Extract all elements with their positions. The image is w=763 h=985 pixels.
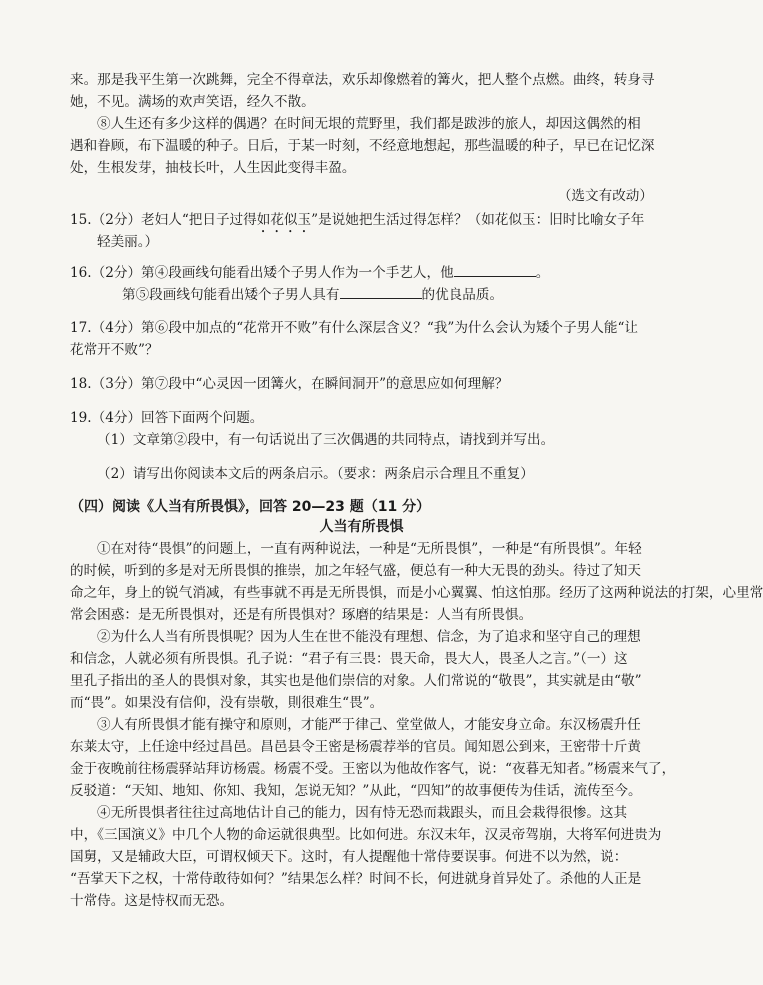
question-17: 17.（4分）第⑥段中加点的“花常开不败”有什么深层含义？“我”为什么会认为矮个子男人能“让	[70, 320, 638, 336]
article-line: 十常侍。这是恃权而无恐。	[70, 893, 234, 909]
q16a-end: 。	[535, 265, 550, 281]
q15-emph: 如花似玉	[256, 212, 312, 228]
article-line: “吾掌天下之权，十常侍敢待如何？”结果怎么样？时间不长，何进就身首异处了。杀他的人正是	[70, 871, 642, 887]
article-line: 常会困惑：是无所畏惧对，还是有所畏惧对？琢磨的结果是：人当有所畏惧。	[70, 607, 533, 623]
article-line: 命之年，身上的锐气消减，有些事就不再是无所畏惧，而是小心翼翼、怕这怕那。经历了这两种说法的打架，心里常	[70, 585, 763, 601]
question-19: 19.（4分）回答下面两个问题。	[70, 410, 264, 426]
text-line: 她，不见。满场的欢声笑语，经久不散。	[70, 94, 315, 110]
question-16b	[122, 284, 653, 305]
q16b-end: 的优良品质。	[421, 287, 504, 303]
text-line: 来。那是我平生第一次跳舞，完全不得章法，欢乐却像燃着的篝火，把人整个点燃。曲终，转身寻	[70, 72, 655, 88]
answer-blank[interactable]	[340, 284, 422, 299]
article-title: 人当有所畏惧	[319, 519, 404, 535]
article-line: 里孔子指出的圣人的畏惧对象，其实也是他们崇信的对象。人们常说的“敬畏”，其实就是由“敬”	[70, 673, 642, 689]
question-16a	[70, 262, 653, 283]
article-line: 的时候，听到的多是对无所畏惧的推崇，加之年轻气盛，便总有一种大无畏的劲头。待过了知天	[70, 563, 641, 579]
text-line: 遇和眷顾，布下温暖的种子。日后，于某一时刻，不经意地想起，那些温暖的种子，早已在记忆深	[70, 138, 655, 154]
article-line: ②为什么人当有所畏惧呢？因为人生在世不能没有理想、信念，为了追求和坚守自己的理想	[97, 629, 641, 645]
article-line: 中，《三国演义》中几个人物的命运就很典型。比如何进。东汉末年，汉灵帝驾崩，大将军何进贵为	[70, 827, 662, 843]
q16a-text: 16.（2分）第④段画线句能看出矮个子男人作为一个手艺人，他	[70, 265, 454, 281]
question-18: 18.（3分）第⑦段中“心灵因一团篝火，在瞬间洞开”的意思应如何理解？	[70, 376, 509, 392]
q15-cont: 轻美丽。）	[97, 234, 159, 250]
q15-pre: 15.（2分）老妇人“把日子过得	[70, 212, 257, 228]
text-line: ⑧人生还有多少这样的偶遇？在时间无垠的荒野里，我们都是跋涉的旅人，却因这偶然的相	[97, 116, 641, 132]
article-line: ④无所畏惧者往往过高地估计自己的能力，因有恃无恐而栽跟头，而且会栽得很惨。这其	[97, 805, 628, 821]
article-line: 反驳道：“天知、地知、你知、我知，怎说无知？”从此，“四知”的故事便传为佳话，流传至今。	[70, 783, 642, 799]
section-header: （四）阅读《人当有所畏惧》，回答 20—23 题（11 分）	[70, 499, 431, 515]
q16b-text: 第⑤段画线句能看出矮个子男人具有	[122, 287, 340, 303]
question-19-2: （2）请写出你阅读本文后的两条启示。（要求：两条启示合理且不重复）	[97, 466, 534, 482]
article-line: 金于夜晚前往杨震驿站拜访杨震。杨震不受。王密以为他故作客气，说：“夜暮无知者。”杨震来气了，	[70, 761, 676, 777]
source-note: （选文有改动）	[557, 188, 653, 204]
question-19-1: （1）文章第②段中，有一句话说出了三次偶遇的共同特点，请找到并写出。	[97, 432, 555, 448]
question-17-cont: 花常开不败”？	[70, 342, 159, 358]
answer-blank[interactable]	[454, 262, 536, 277]
article-line: ③人有所畏惧才能有操守和原则，才能严于律己、堂堂做人，才能安身立命。东汉杨震升任	[97, 717, 641, 733]
article-line: 国舅，又是辅政大臣，可谓权倾天下。这时，有人提醒他十常侍要误事。何进不以为然，说：	[70, 849, 628, 865]
article-line: 东莱太守，上任途中经过昌邑。昌邑县令王密是杨震荐举的官员。闻知恩公到来，王密带十斤黄	[70, 739, 641, 755]
article-line: ①在对待“畏惧”的问题上，一直有两种说法，一种是“无所畏惧”，一种是“有所畏惧”。年轻	[97, 541, 642, 557]
q15-post: ”是说她把生活过得怎样？（如花似玉：旧时比喻女子年	[311, 212, 645, 228]
article-line: 而“畏”。如果没有信仰，没有崇敬，則很难生“畏”。	[70, 695, 384, 711]
article-line: 和信念，人就必须有所畏惧。孔子说：“君子有三畏：畏天命，畏大人，畏圣人之言。”（一）这	[70, 651, 628, 667]
text-line: 处，生根发芽，抽枝长叶，人生因此变得丰盈。	[70, 160, 356, 176]
